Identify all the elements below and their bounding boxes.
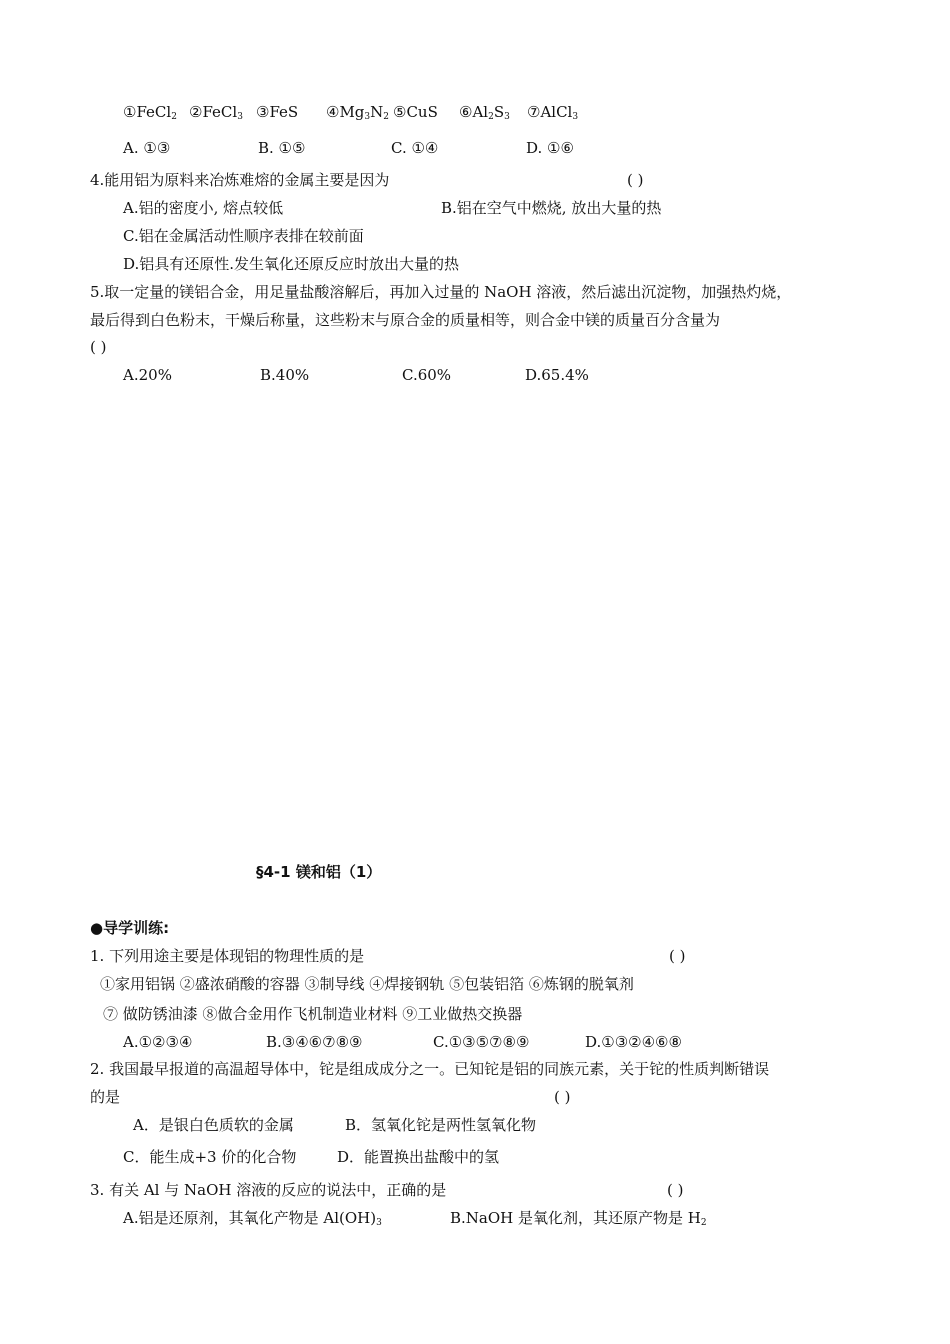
q3-answer-paren: ( ): [667, 1181, 684, 1199]
option-d: D. ①⑥: [526, 139, 574, 157]
q2-option-b: B．氢氧化铊是两性氢氧化物: [345, 1116, 537, 1134]
compound-5: ⑤CuS: [393, 103, 438, 121]
compound-4: $④Mg_3N_2$: [326, 103, 390, 122]
q4-answer-paren: ( ): [627, 171, 644, 189]
q2-option-a: A．是银白色质软的金属: [133, 1116, 294, 1134]
option-d: D.65.4%: [525, 366, 589, 384]
q4-stem: 4.能用铝为原料来冶炼难熔的金属主要是因为: [90, 171, 390, 189]
q3-option-b: B.NaOH 是氧化剂，其还原产物是 $H_2$: [450, 1209, 707, 1228]
q1-stem: 1. 下列用途主要是体现铝的物理性质的是: [90, 947, 365, 965]
q2-line-2: 的是: [90, 1088, 121, 1106]
q4-option-c: C.铝在金属活动性顺序表排在较前面: [123, 227, 364, 245]
q5-line-1: 5.取一定量的镁铝合金，用足量盐酸溶解后，再加入过量的 NaOH 溶液，然后滤出沉淀物，加强热灼烧，: [90, 283, 792, 301]
section-title: §4-1 镁和铝（1）: [256, 863, 382, 881]
option-a: A. ①③: [123, 139, 171, 157]
q2-answer-paren: ( ): [554, 1088, 571, 1106]
option-b: B. ①⑤: [258, 139, 306, 157]
compound-6: $⑥Al_2S_3$: [459, 103, 510, 122]
q1-items-line-1: ①家用铝锅 ②盛浓硝酸的容器 ③制导线 ④焊接钢轨 ⑤包装铝箔 ⑥炼钢的脱氧剂: [100, 975, 634, 993]
q5-answer-paren: ( ): [90, 338, 107, 356]
q2-option-c: C．能生成+3 价的化合物: [123, 1148, 297, 1166]
q3-stem: 3. 有关 Al 与 NaOH 溶液的反应的说法中，正确的是: [90, 1181, 447, 1199]
q2-line-1: 2. 我国最早报道的高温超导体中，铊是组成成分之一。已知铊是铝的同族元素，关于铊的性质判断错误: [90, 1060, 770, 1078]
option-b: B.③④⑥⑦⑧⑨: [266, 1033, 363, 1051]
option-c: C. ①④: [391, 139, 439, 157]
compound-7: ⑦AlCl$_3$: [527, 103, 579, 122]
option-d: D.①③②④⑥⑧: [585, 1033, 682, 1051]
q5-line-2: 最后得到白色粉末，干燥后称量，这些粉末与原合金的质量相等，则合金中镁的质量百分含量为: [90, 311, 721, 329]
compound-2: ②FeCl$_3$: [189, 103, 243, 122]
compound-3: ③FeS: [256, 103, 299, 121]
option-a: A.①②③④: [123, 1033, 193, 1051]
option-a: A.20%: [123, 366, 172, 384]
compound-1: ①FeCl$_2$: [123, 103, 177, 122]
q4-option-a: A.铝的密度小, 熔点较低: [123, 199, 284, 217]
option-c: C.60%: [402, 366, 452, 384]
q4-option-d: D.铝具有还原性.发生氧化还原反应时放出大量的热: [123, 255, 460, 273]
option-b: B.40%: [260, 366, 310, 384]
q1-items-line-2: ⑦ 做防锈油漆 ⑧做合金用作飞机制造业材料 ⑨工业做热交换器: [103, 1005, 523, 1023]
q3-option-a: A.铝是还原剂，其氧化产物是 $Al(OH)_3$: [123, 1209, 382, 1228]
q2-option-d: D．能置换出盐酸中的氢: [337, 1148, 500, 1166]
q4-option-b: B.铝在空气中燃烧, 放出大量的热: [441, 199, 662, 217]
option-c: C.①③⑤⑦⑧⑨: [433, 1033, 530, 1051]
q1-answer-paren: ( ): [669, 947, 686, 965]
guide-heading: ●导学训练:: [90, 919, 170, 937]
